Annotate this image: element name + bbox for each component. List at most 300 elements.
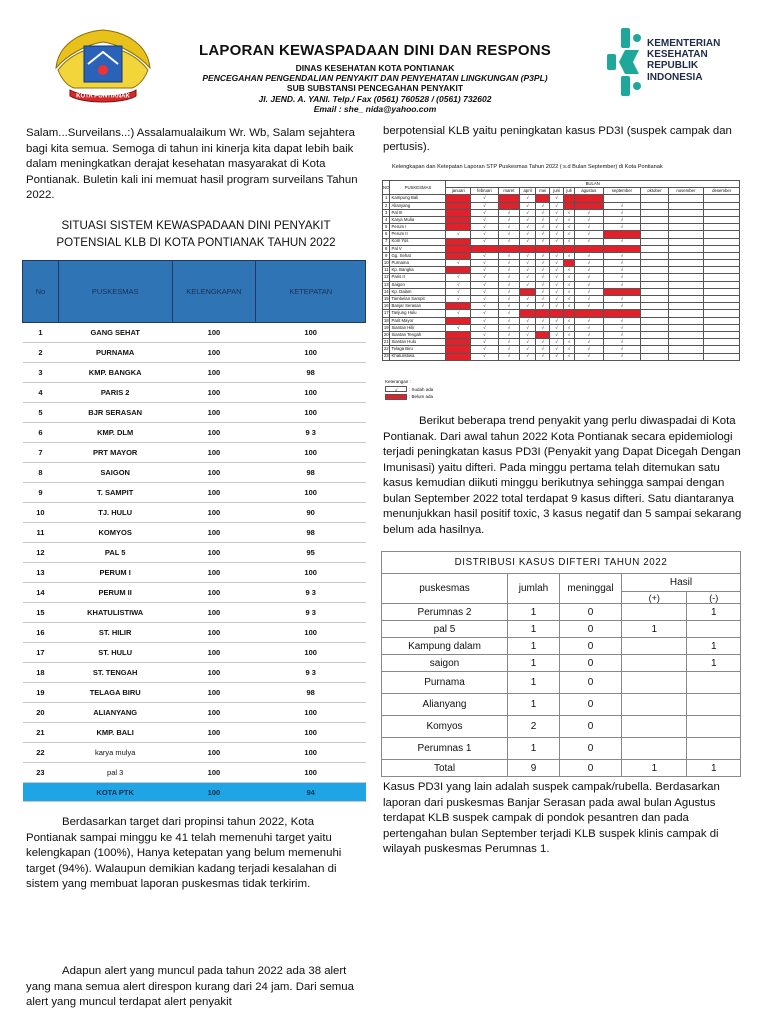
stp-cell-puskesmas: Tambelan Sampit xyxy=(390,296,446,303)
kemenkes-line-2: KESEHATAN xyxy=(647,49,708,61)
stp-cell-reported: √ xyxy=(520,260,536,267)
difteri-cell-pos: 1 xyxy=(622,760,687,777)
stp-cell-reported: √ xyxy=(520,216,536,223)
kpi-cell-no: 2 xyxy=(23,343,59,363)
stp-cell-missing xyxy=(446,245,471,252)
stp-cell-reported: √ xyxy=(471,202,499,209)
stp-cell-empty xyxy=(704,202,740,209)
stp-cell-puskesmas: Banjar Serasan xyxy=(390,303,446,310)
kpi-cell-ketepatan: 100 xyxy=(256,703,366,723)
stp-row xyxy=(383,245,740,252)
kpi-table-row xyxy=(23,763,366,783)
stp-cell-reported: √ xyxy=(575,324,604,331)
stp-cell-no: 17 xyxy=(383,310,389,316)
kpi-cell-no: 12 xyxy=(23,543,59,563)
stp-cell-reported: √ xyxy=(520,209,536,216)
kpi-cell-no: 14 xyxy=(23,583,59,603)
kpi-cell-kelengkapan: 100 xyxy=(172,323,256,343)
stp-cell-missing xyxy=(563,310,574,317)
kpi-table-row xyxy=(23,703,366,723)
stp-cell-missing xyxy=(563,260,574,267)
stp-header-bulan: BULAN xyxy=(446,181,740,188)
stp-cell-empty xyxy=(704,296,740,303)
kpi-cell-kelengkapan: 100 xyxy=(172,643,256,663)
difteri-table-row xyxy=(382,694,741,716)
difteri-cell-pos xyxy=(622,694,687,716)
stp-cell-missing xyxy=(446,238,471,245)
stp-legend xyxy=(385,378,433,401)
stp-cell-reported: √ xyxy=(550,288,564,295)
kpi-total-no xyxy=(23,783,59,802)
stp-cell-empty xyxy=(641,245,668,252)
stp-cell-empty xyxy=(641,260,668,267)
kpi-table-row xyxy=(23,563,366,583)
kpi-table-row xyxy=(23,423,366,443)
kpi-cell-no: 1 xyxy=(23,323,59,343)
stp-cell-puskesmas: Tanjung Hulu xyxy=(390,310,446,317)
stp-cell-reported: √ xyxy=(498,324,519,331)
stp-cell-reported: √ xyxy=(446,274,471,281)
header-line-address: JI. JEND. A. YANI. Telp./ Fax (0561) 760528 / (0561) 732602 xyxy=(258,93,492,104)
difteri-cell-puskesmas: Perumnas 1 xyxy=(382,738,508,760)
stp-cell-reported: √ xyxy=(520,195,536,202)
kpi-cell-ketepatan: 100 xyxy=(256,623,366,643)
stp-cell-reported: √ xyxy=(575,260,604,267)
stp-table-body xyxy=(383,195,740,360)
kpi-header-no: No xyxy=(23,261,59,323)
kpi-cell-puskesmas: BJR SERASAN xyxy=(58,403,172,423)
stp-cell-reported: √ xyxy=(471,288,499,295)
stp-cell-reported: √ xyxy=(471,281,499,288)
stp-cell-missing xyxy=(536,245,550,252)
stp-cell-missing xyxy=(603,245,641,252)
difteri-table-row xyxy=(382,621,741,638)
kpi-cell-kelengkapan: 100 xyxy=(172,623,256,643)
stp-cell-reported: √ xyxy=(550,195,564,202)
stp-row xyxy=(383,216,740,223)
stp-cell-missing xyxy=(603,231,641,238)
stp-cell-reported: √ xyxy=(471,209,499,216)
stp-row xyxy=(383,274,740,281)
stp-cell-reported: √ xyxy=(575,353,604,360)
stp-cell-reported: √ xyxy=(575,331,604,338)
kpi-table-row xyxy=(23,483,366,503)
header-line-agency: DINAS KESEHATAN KOTA PONTIANAK xyxy=(295,63,455,73)
stp-cell-empty xyxy=(704,238,740,245)
kpi-cell-no: 5 xyxy=(23,403,59,423)
stp-cell-empty xyxy=(641,303,668,310)
stp-cell-empty xyxy=(704,317,740,324)
stp-row xyxy=(383,209,740,216)
kpi-cell-ketepatan: 100 xyxy=(256,383,366,403)
stp-cell-no: 1 xyxy=(383,195,390,202)
difteri-col-meninggal: meninggal xyxy=(560,574,622,604)
stp-cell-reported: √ xyxy=(471,331,499,338)
stp-cell-empty xyxy=(668,267,704,274)
stp-row xyxy=(383,252,740,259)
kpi-table-row xyxy=(23,463,366,483)
difteri-cell-jumlah: 1 xyxy=(508,672,560,694)
kpi-cell-no: 15 xyxy=(23,603,59,623)
difteri-table-row xyxy=(382,738,741,760)
stp-cell-reported: √ xyxy=(575,346,604,353)
kpi-cell-ketepatan: 9 3 xyxy=(256,603,366,623)
stp-row xyxy=(383,346,740,353)
difteri-table-row xyxy=(382,655,741,672)
stp-cell-missing xyxy=(446,224,471,231)
stp-cell-empty xyxy=(668,231,704,238)
stp-month-header: agustus xyxy=(575,188,604,195)
difteri-cell-pos xyxy=(622,738,687,760)
kpi-cell-no: 22 xyxy=(23,743,59,763)
kpi-header-ketepatan: KETEPATAN xyxy=(256,261,366,323)
difteri-cell-pos xyxy=(622,604,687,621)
stp-cell-reported: √ xyxy=(575,224,604,231)
stp-cell-empty xyxy=(704,288,740,295)
stp-cell-no: 3 xyxy=(383,209,390,216)
kota-pontianak-logo xyxy=(48,24,158,104)
stp-cell-empty xyxy=(704,339,740,346)
difteri-cell-jumlah: 2 xyxy=(508,716,560,738)
difteri-table-row xyxy=(382,716,741,738)
stp-cell-reported: √ xyxy=(603,224,641,231)
stp-cell-empty xyxy=(603,195,641,202)
difteri-cell-puskesmas: Perumnas 2 xyxy=(382,604,508,621)
stp-cell-reported: √ xyxy=(575,252,604,259)
stp-cell-empty xyxy=(641,281,668,288)
stp-cell-reported: √ xyxy=(536,317,550,324)
kpi-cell-puskesmas: PURNAMA xyxy=(58,343,172,363)
stp-cell-missing xyxy=(575,195,604,202)
stp-cell-reported: √ xyxy=(575,267,604,274)
stp-cell-puskesmas: Siantan Hilir xyxy=(390,324,446,331)
stp-cell-reported: √ xyxy=(446,231,471,238)
stp-cell-empty xyxy=(668,202,704,209)
kpi-cell-ketepatan: 100 xyxy=(256,483,366,503)
kpi-cell-ketepatan: 98 xyxy=(256,363,366,383)
stp-cell-missing xyxy=(520,288,536,295)
difteri-cell-meninggal: 0 xyxy=(560,716,622,738)
kpi-cell-no: 4 xyxy=(23,383,59,403)
stp-cell-puskesmas: Siantan Tengah xyxy=(390,331,446,338)
stp-cell-empty xyxy=(704,331,740,338)
kpi-cell-ketepatan: 9 3 xyxy=(256,663,366,683)
difteri-table-body xyxy=(382,604,741,777)
difteri-cell-jumlah: 1 xyxy=(508,655,560,672)
stp-cell-reported: √ xyxy=(446,310,471,317)
difteri-cell-neg: 1 xyxy=(687,638,741,655)
stp-cell-missing xyxy=(575,202,604,209)
stp-row xyxy=(383,303,740,310)
difteri-cell-pos xyxy=(622,655,687,672)
stp-cell-reported: √ xyxy=(520,281,536,288)
stp-cell-missing xyxy=(446,202,471,209)
stp-cell-reported: √ xyxy=(520,238,536,245)
stp-cell-reported: √ xyxy=(575,303,604,310)
kpi-cell-kelengkapan: 100 xyxy=(172,403,256,423)
stp-cell-reported: √ xyxy=(550,202,564,209)
stp-cell-reported: √ xyxy=(446,260,471,267)
kpi-cell-ketepatan: 100 xyxy=(256,323,366,343)
stp-cell-reported: √ xyxy=(575,231,604,238)
difteri-table-title: DISTRIBUSI KASUS DIFTERI TAHUN 2022 xyxy=(382,552,741,574)
stp-cell-empty xyxy=(668,238,704,245)
stp-cell-reported: √ xyxy=(603,324,641,331)
stp-cell-empty xyxy=(704,252,740,259)
kpi-cell-no: 23 xyxy=(23,763,59,783)
pd3i-paragraph: berpotensial KLB yaitu peningkatan kasus PD3I (suspek campak dan pertusis). xyxy=(383,125,732,153)
difteri-cell-puskesmas: Alianyang xyxy=(382,694,508,716)
stp-cell-reported: √ xyxy=(471,303,499,310)
stp-cell-missing xyxy=(446,303,471,310)
stp-cell-reported: √ xyxy=(550,209,564,216)
kpi-table-row xyxy=(23,723,366,743)
stp-cell-reported: √ xyxy=(498,260,519,267)
stp-cell-missing xyxy=(498,195,519,202)
stp-cell-empty xyxy=(704,353,740,360)
stp-cell-reported: √ xyxy=(498,238,519,245)
stp-cell-reported: √ xyxy=(575,216,604,223)
stp-cell-no: 13 xyxy=(383,281,389,287)
stp-cell-empty xyxy=(641,310,668,317)
kpi-cell-puskesmas: ST. HULU xyxy=(58,643,172,663)
stp-cell-empty xyxy=(668,324,704,331)
stp-cell-reported: √ xyxy=(536,231,550,238)
kpi-cell-no: 8 xyxy=(23,463,59,483)
kpi-cell-puskesmas: SAIGON xyxy=(58,463,172,483)
stp-cell-reported: √ xyxy=(603,238,641,245)
stp-cell-reported: √ xyxy=(550,296,564,303)
stp-cell-reported: √ xyxy=(536,216,550,223)
difteri-cell-meninggal: 0 xyxy=(560,738,622,760)
difteri-cell-puskesmas: Komyos xyxy=(382,716,508,738)
stp-cell-reported: √ xyxy=(520,202,536,209)
stp-cell-empty xyxy=(668,331,704,338)
stp-cell-empty xyxy=(668,274,704,281)
kpi-cell-ketepatan: 100 xyxy=(256,343,366,363)
stp-cell-missing xyxy=(498,245,519,252)
stp-row xyxy=(383,310,740,317)
stp-cell-reported: √ xyxy=(520,231,536,238)
stp-cell-reported: √ xyxy=(498,209,519,216)
stp-cell-reported: √ xyxy=(563,324,574,331)
stp-cell-reported: √ xyxy=(550,353,564,360)
stp-month-header: september xyxy=(603,188,641,195)
stp-cell-empty xyxy=(704,224,740,231)
kemenkes-line-4: INDONESIA xyxy=(647,71,703,83)
stp-cell-no: 21 xyxy=(383,339,389,345)
stp-cell-reported: √ xyxy=(575,288,604,295)
stp-row xyxy=(383,288,740,295)
difteri-cell-pos xyxy=(622,716,687,738)
stp-cell-reported: √ xyxy=(563,296,574,303)
stp-cell-empty xyxy=(668,260,704,267)
difteri-trend-paragraph: Berikut beberapa trend penyakit yang perlu diwaspadai di Kota Pontianak. Dari awal tahun 2022 Kota Pontianak secara epidemiologi terjadi peningkatan kasus PD3I (Penyakit yang Dapat Dicegah Dengan Imunisasi) yaitu difteri. Pada minggu pertama telah ditemukan satu kasus kemudian diikuti minggu berikutnya sehingga sampai dengan bulan September 2022 total terdapat 9 kasus difteri. Satu diantaranya menunjukkan hasil positif toxic, 3 kasus negatif dan 5 sampai sekarang belum ada hasilnya. xyxy=(383,415,742,536)
stp-cell-reported: √ xyxy=(550,339,564,346)
stp-cell-missing xyxy=(603,288,641,295)
stp-cell-empty xyxy=(668,317,704,324)
kpi-cell-ketepatan: 95 xyxy=(256,543,366,563)
stp-row xyxy=(383,267,740,274)
difteri-cell-puskesmas: Purnama xyxy=(382,672,508,694)
kpi-section-title-line-1: SITUASI SISTEM KEWASPADAAN DINI PENYAKIT xyxy=(61,219,331,232)
stp-cell-puskesmas: Karya Mulia xyxy=(390,216,446,223)
stp-cell-reported: √ xyxy=(550,252,564,259)
stp-cell-reported: √ xyxy=(471,353,499,360)
stp-cell-empty xyxy=(641,224,668,231)
stp-cell-reported: √ xyxy=(498,339,519,346)
kpi-table-row xyxy=(23,363,366,383)
stp-cell-empty xyxy=(641,339,668,346)
stp-cell-reported: √ xyxy=(550,324,564,331)
stp-cell-reported: √ xyxy=(563,267,574,274)
stp-cell-reported: √ xyxy=(575,339,604,346)
stp-cell-empty xyxy=(641,331,668,338)
kpi-header-kelengkapan: KELENGKAPAN xyxy=(172,261,256,323)
legend-done-label: : Sudah ada xyxy=(409,386,434,392)
difteri-cell-pos xyxy=(622,672,687,694)
kpi-cell-puskesmas: T. SAMPIT xyxy=(58,483,172,503)
stp-cell-reported: √ xyxy=(563,238,574,245)
header-line-division: PENCEGAHAN PENGENDALIAN PENYAKIT DAN PENYEHATAN LINGKUNGAN (P3PL) xyxy=(202,73,548,84)
stp-month-header: februari xyxy=(471,188,499,195)
stp-cell-reported: √ xyxy=(471,224,499,231)
stp-cell-reported: √ xyxy=(471,339,499,346)
stp-cell-no: 7 xyxy=(383,238,390,245)
stp-cell-reported: √ xyxy=(575,238,604,245)
difteri-table-row xyxy=(382,760,741,777)
stp-cell-reported: √ xyxy=(550,216,564,223)
kpi-table-row xyxy=(23,683,366,703)
stp-cell-reported: √ xyxy=(536,288,550,295)
stp-cell-empty xyxy=(641,296,668,303)
stp-cell-reported: √ xyxy=(575,296,604,303)
stp-cell-reported: √ xyxy=(563,224,574,231)
difteri-table-row xyxy=(382,638,741,655)
stp-cell-reported: √ xyxy=(550,224,564,231)
stp-cell-missing xyxy=(446,353,471,360)
stp-row xyxy=(383,238,740,245)
difteri-col-pos: (+) xyxy=(622,592,687,604)
stp-cell-reported: √ xyxy=(603,202,641,209)
stp-cell-reported: √ xyxy=(603,296,641,303)
stp-cell-empty xyxy=(668,281,704,288)
stp-cell-missing xyxy=(446,216,471,223)
kpi-cell-ketepatan: 98 xyxy=(256,463,366,483)
kpi-cell-no: 3 xyxy=(23,363,59,383)
stp-cell-puskesmas: Kom Yos xyxy=(390,238,446,245)
difteri-cell-meninggal: 0 xyxy=(560,760,622,777)
stp-row xyxy=(383,353,740,360)
stp-cell-reported: √ xyxy=(498,267,519,274)
stp-cell-reported: √ xyxy=(550,281,564,288)
difteri-cell-pos: 1 xyxy=(622,621,687,638)
stp-month-header: mei xyxy=(536,188,550,195)
stp-cell-reported: √ xyxy=(471,324,499,331)
stp-cell-reported: √ xyxy=(498,353,519,360)
stp-cell-empty xyxy=(641,288,668,295)
kpi-cell-puskesmas: karya mulya xyxy=(58,743,172,763)
difteri-cell-pos xyxy=(622,638,687,655)
stp-cell-reported: √ xyxy=(603,331,641,338)
kpi-cell-no: 13 xyxy=(23,563,59,583)
kpi-cell-no: 11 xyxy=(23,523,59,543)
stp-cell-reported: √ xyxy=(498,346,519,353)
stp-legend-title: Keterangan : xyxy=(385,379,411,384)
stp-cell-no: 4 xyxy=(383,216,390,223)
stp-cell-empty xyxy=(641,252,668,259)
kpi-cell-kelengkapan: 100 xyxy=(172,543,256,563)
stp-row xyxy=(383,324,740,331)
stp-cell-empty xyxy=(704,216,740,223)
difteri-cell-neg xyxy=(687,738,741,760)
kpi-cell-no: 16 xyxy=(23,623,59,643)
stp-cell-reported: √ xyxy=(471,267,499,274)
stp-cell-missing xyxy=(446,317,471,324)
stp-cell-empty xyxy=(704,195,740,202)
stp-cell-empty xyxy=(668,209,704,216)
difteri-cell-jumlah: 1 xyxy=(508,621,560,638)
difteri-cell-jumlah: 1 xyxy=(508,604,560,621)
kpi-cell-kelengkapan: 100 xyxy=(172,383,256,403)
stp-cell-empty xyxy=(704,260,740,267)
stp-cell-empty xyxy=(704,231,740,238)
difteri-cell-neg xyxy=(687,672,741,694)
stp-cell-reported: √ xyxy=(498,224,519,231)
difteri-table-row xyxy=(382,604,741,621)
stp-cell-reported: √ xyxy=(471,195,499,202)
stp-row xyxy=(383,231,740,238)
stp-cell-empty xyxy=(668,310,704,317)
stp-cell-empty xyxy=(668,339,704,346)
stp-cell-reported: √ xyxy=(563,353,574,360)
stp-cell-reported: √ xyxy=(563,274,574,281)
difteri-col-neg: (-) xyxy=(687,592,741,604)
stp-cell-reported: √ xyxy=(536,202,550,209)
stp-cell-reported: √ xyxy=(498,331,519,338)
kpi-cell-kelengkapan: 100 xyxy=(172,683,256,703)
stp-cell-reported: √ xyxy=(471,260,499,267)
stp-cell-reported: √ xyxy=(603,209,641,216)
stp-cell-puskesmas: Kp. Dalam xyxy=(390,288,446,295)
stp-cell-empty xyxy=(668,195,704,202)
kpi-cell-kelengkapan: 100 xyxy=(172,703,256,723)
stp-title: Kelengkapan dan Ketepatan Laporan STP Puskesmas Tahun 2022 ( s.d Bulan September) di Kota Pontianak xyxy=(392,164,663,170)
stp-cell-reported: √ xyxy=(536,209,550,216)
stp-month-header: maret xyxy=(498,188,519,195)
stp-cell-empty xyxy=(641,346,668,353)
kpi-table-row xyxy=(23,663,366,683)
stp-cell-reported: √ xyxy=(536,267,550,274)
stp-cell-empty xyxy=(704,274,740,281)
difteri-cell-jumlah: 1 xyxy=(508,694,560,716)
kpi-table-row xyxy=(23,343,366,363)
kpi-cell-no: 21 xyxy=(23,723,59,743)
stp-cell-missing xyxy=(498,202,519,209)
kpi-cell-puskesmas: KMP. BANGKA xyxy=(58,363,172,383)
stp-month-header: januari xyxy=(446,188,471,195)
kpi-cell-puskesmas: ST. TENGAH xyxy=(58,663,172,683)
stp-cell-reported: √ xyxy=(498,317,519,324)
stp-cell-reported: √ xyxy=(520,317,536,324)
difteri-cell-meninggal: 0 xyxy=(560,621,622,638)
stp-cell-reported: √ xyxy=(446,296,471,303)
header-line-subdivision: SUB SUBSTANSI PENCEGAHAN PENYAKIT xyxy=(286,83,464,94)
stp-cell-reported: √ xyxy=(520,339,536,346)
stp-month-header: oktober xyxy=(641,188,668,195)
difteri-cell-neg xyxy=(687,694,741,716)
kpi-section-title-line-2: POTENSIAL KLB DI KOTA PONTIANAK TAHUN 2022 xyxy=(56,235,336,249)
